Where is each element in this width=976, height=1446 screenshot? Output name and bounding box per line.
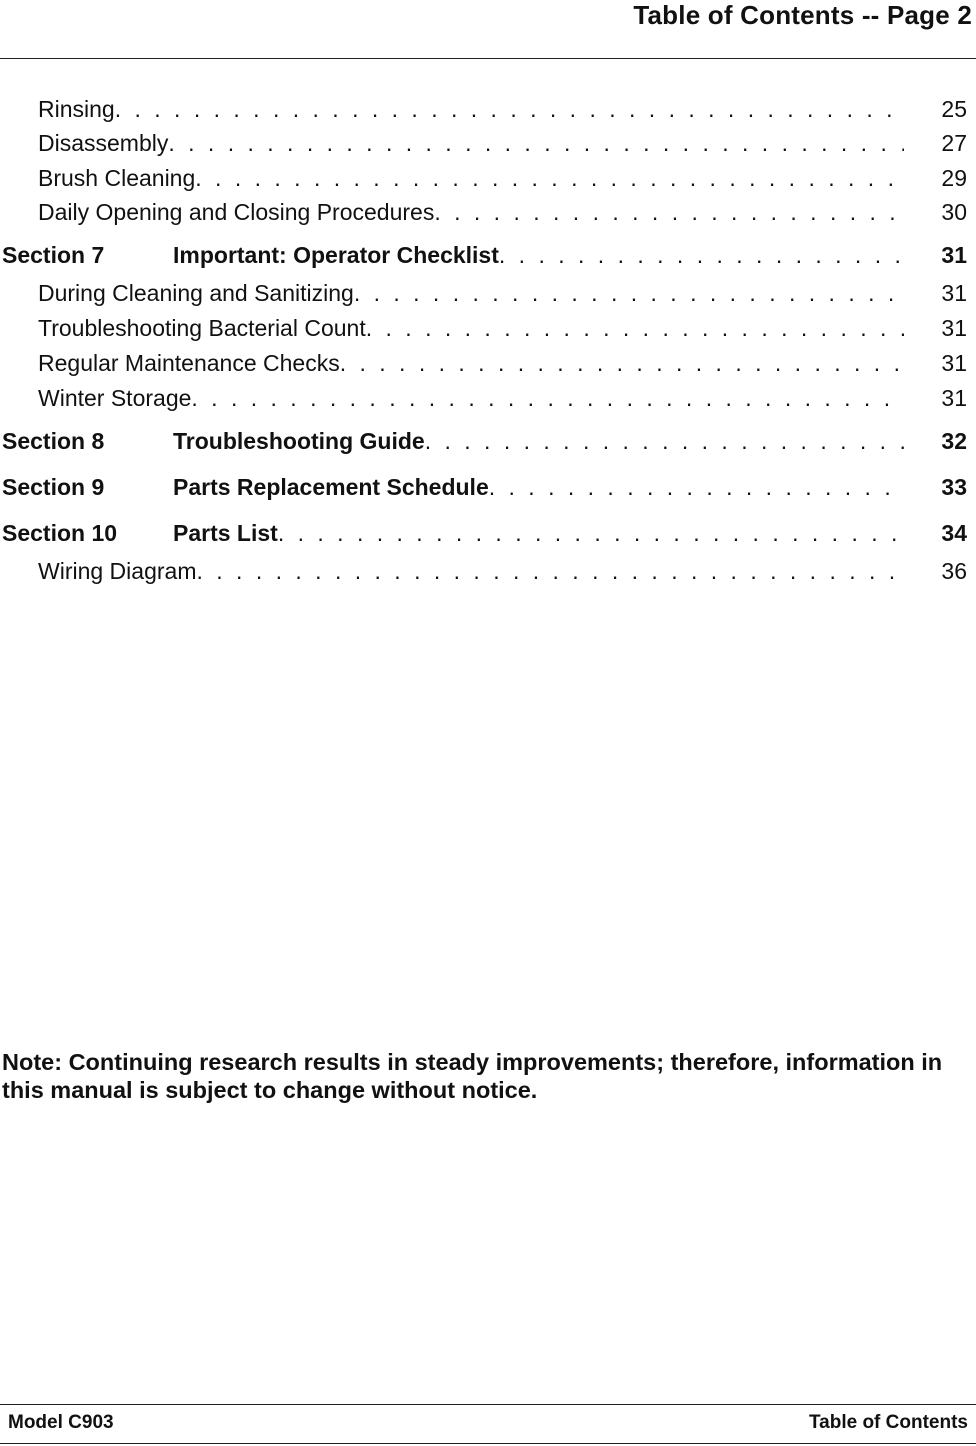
toc-entry-label: Brush Cleaning	[38, 165, 196, 191]
toc-entry-label: Disassembly	[38, 130, 169, 156]
footer-divider	[0, 1404, 976, 1405]
section-number: Section 9	[2, 474, 105, 500]
header-divider	[0, 58, 976, 59]
toc-entry-label: Rinsing	[38, 96, 115, 122]
toc-page-number: 32	[941, 428, 967, 454]
toc-entry-winter-storage[interactable]	[0, 383, 976, 413]
toc-entry-label: During Cleaning and Sanitizing	[38, 280, 354, 306]
toc-entry-wiring-diagram[interactable]	[0, 556, 976, 586]
dot-leader	[191, 383, 904, 413]
toc-entry-label: Daily Opening and Closing Procedures	[38, 199, 435, 225]
toc-entry-daily-procedures[interactable]	[0, 197, 976, 227]
section-number: Section 8	[2, 428, 105, 454]
toc-page-number: 27	[941, 130, 967, 156]
toc-section-9[interactable]	[0, 472, 976, 502]
toc-page-number: 25	[941, 96, 967, 122]
toc-section-7[interactable]	[0, 240, 976, 270]
toc-entry-brush-cleaning[interactable]	[0, 163, 976, 193]
toc-page-number: 31	[941, 242, 967, 268]
toc-entry-bacterial-count[interactable]	[0, 313, 976, 343]
toc-page-number: 31	[941, 385, 967, 411]
toc-page-number: 30	[941, 199, 967, 225]
section-title: Troubleshooting Guide	[173, 428, 425, 454]
toc-section-10[interactable]	[0, 518, 976, 548]
footer-bottom-divider	[0, 1443, 976, 1444]
toc-entry-label: Troubleshooting Bacterial Count	[38, 315, 366, 341]
dot-leader	[340, 348, 904, 378]
footer-model: Model C903	[8, 1412, 114, 1433]
toc-entry-disassembly[interactable]	[0, 128, 976, 158]
disclaimer-note: Note: Continuing research results in steady improvements; therefore, information in this manual is subject to change without notice.	[2, 1049, 943, 1103]
dot-leader	[278, 518, 904, 548]
dot-leader	[489, 472, 904, 502]
toc-page-number: 29	[941, 165, 967, 191]
toc-entry-during-cleaning[interactable]	[0, 278, 976, 308]
dot-leader	[115, 94, 904, 124]
toc-entry-label: Wiring Diagram	[38, 558, 197, 584]
dot-leader	[499, 240, 904, 270]
toc-entry-label: Regular Maintenance Checks	[38, 350, 340, 376]
toc-entry-maintenance-checks[interactable]	[0, 348, 976, 378]
toc-page-number: 31	[941, 350, 967, 376]
dot-leader	[196, 556, 904, 586]
dot-leader	[195, 163, 904, 193]
toc-page-number: 34	[941, 520, 967, 546]
dot-leader	[168, 128, 904, 158]
toc-page-number: 31	[941, 280, 967, 306]
section-number: Section 10	[2, 520, 118, 546]
toc-page-number: 31	[941, 315, 967, 341]
dot-leader	[434, 197, 904, 227]
toc-page-number: 36	[941, 558, 967, 584]
toc-page-number: 33	[941, 474, 967, 500]
dot-leader	[425, 426, 904, 456]
toc-section-8[interactable]	[0, 426, 976, 456]
section-title: Important: Operator Checklist	[173, 242, 499, 268]
dot-leader	[366, 313, 904, 343]
section-title: Parts List	[173, 520, 278, 546]
section-title: Parts Replacement Schedule	[173, 474, 489, 500]
toc-entry-rinsing[interactable]	[0, 94, 976, 124]
dot-leader	[354, 278, 904, 308]
page-title: Table of Contents -- Page 2	[633, 0, 972, 30]
section-number: Section 7	[2, 242, 105, 268]
footer-section-name: Table of Contents	[808, 1412, 968, 1433]
toc-entry-label: Winter Storage	[38, 385, 192, 411]
